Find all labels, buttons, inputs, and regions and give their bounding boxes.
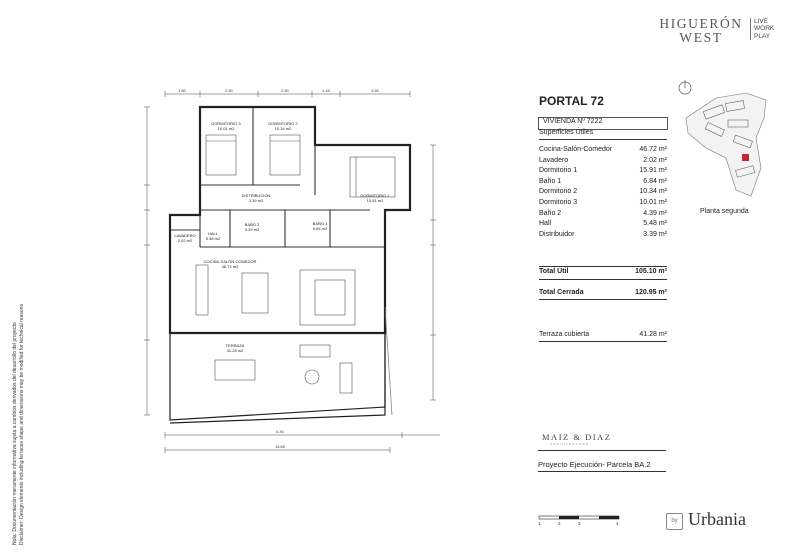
area-row [539, 231, 667, 240]
kitchen-furniture [196, 265, 355, 325]
total-util-row [539, 268, 667, 277]
tagline-live: LIVE [754, 18, 769, 25]
label-dormitorio3: DORMITORIO 3 [211, 121, 241, 126]
area-dormitorio3: 10.01 m2 [217, 126, 235, 131]
nota-text: Nota: Documentación meramente informativa sujeta a cambios derivados del desarrollo del proyecto [12, 322, 18, 545]
area-row [539, 178, 667, 187]
right-dimension-chain [430, 145, 436, 400]
superficies-label: Superficies Útiles [539, 129, 594, 136]
dim-top-0: 1.80 [178, 89, 186, 93]
terraza-value: 41.28 m² [639, 331, 667, 338]
room-name: Lavadero [539, 156, 569, 164]
architect-logo: MAIZ & DIAZ [542, 432, 612, 442]
divider [539, 139, 667, 140]
area-row [539, 157, 667, 166]
terraza-label: Terraza cubierta [539, 331, 590, 338]
terrace-outline [170, 307, 385, 423]
area-bano2: 4.39 m2 [244, 227, 260, 232]
bed-dormitorio-2 [270, 135, 300, 175]
compass-icon [679, 80, 691, 94]
brand-logo [655, 17, 775, 51]
planta-label: Planta segunda [700, 208, 749, 215]
area-row [539, 220, 667, 229]
disclaimer-text: Disclaimer: Design elements including terraces shape and dimensions may be modified for technical reasons [19, 304, 25, 545]
total-cerrada-label: Total Cerrada [539, 289, 584, 296]
dim-bottom-1: 15.65 [275, 445, 285, 449]
total-cerrada-value: 120.95 m² [635, 289, 667, 296]
brand-name-line1: HIGUERÓN [659, 16, 743, 31]
room-name: Distribuidor [539, 230, 575, 238]
room-name: Hall [539, 220, 552, 228]
label-bano2: BAÑO 2 [244, 222, 260, 227]
divider [539, 266, 667, 267]
area-row [539, 167, 667, 176]
area-distribucion: 3.39 m2 [248, 198, 264, 203]
label-dormitorio1: DORMITORIO 1 [360, 193, 390, 198]
dim-bottom-0: 6.40 [276, 430, 284, 434]
scale-3: 3 [578, 521, 581, 526]
room-name: Cocina-Salón-Comedor [539, 146, 613, 153]
label-hall: HALL [207, 231, 219, 236]
left-dimension-chain [144, 107, 150, 415]
bed-dormitorio-1 [350, 157, 395, 197]
room-area: 10.34 m² [639, 188, 667, 196]
area-hall: 5.48 m2 [205, 236, 221, 241]
terrace-edge [385, 307, 392, 415]
architect-subtitle: ARQUITECTURA [550, 442, 590, 446]
label-cocina: COCINA-SALÓN-COMEDOR [203, 259, 257, 264]
room-name: Dormitorio 1 [539, 167, 578, 175]
dimension-labels [178, 89, 378, 449]
room-area: 2.02 m² [643, 156, 667, 164]
label-dormitorio2: DORMITORIO 2 [268, 121, 298, 126]
dim-top-4: 3.50 [371, 89, 379, 93]
room-area: 10.01 m² [639, 199, 667, 206]
vivienda-number: VIVIENDA Nº 7222 [543, 118, 603, 125]
tagline-work: WORK [754, 25, 775, 33]
scale-2: 2 [558, 521, 561, 526]
divider [539, 341, 667, 342]
room-area: 3.39 m² [643, 230, 667, 238]
label-terraza: TERRAZA [225, 343, 245, 348]
area-row [539, 146, 667, 155]
area-dormitorio1: 15.91 m2 [366, 198, 384, 203]
room-name: Dormitorio 3 [539, 199, 578, 206]
divider [539, 299, 667, 300]
total-util-label: Total Útil [539, 268, 569, 275]
divider [539, 279, 667, 280]
room-name: Baño 1 [539, 177, 562, 185]
site-plan-map [676, 78, 776, 206]
bed-dormitorio-3 [206, 135, 236, 175]
scale-1: 1 [538, 521, 541, 526]
bottom-dimension-chain [165, 432, 440, 453]
area-bano1: 6.84 m2 [312, 226, 328, 231]
total-util-value: 105.10 m² [635, 268, 667, 275]
area-lavadero: 2.02 m2 [177, 238, 193, 243]
room-area: 46.72 m² [639, 146, 667, 153]
area-row [539, 210, 667, 219]
label-lavadero: LAVADERO [174, 233, 196, 238]
terraza-row [539, 331, 667, 340]
room-area: 5.48 m² [643, 220, 667, 228]
portal-title: PORTAL 72 [539, 94, 604, 108]
label-bano1: BAÑO 1 [312, 221, 328, 226]
area-row [539, 188, 667, 197]
area-cocina: 46.72 m2 [221, 264, 239, 269]
brand-name [655, 17, 747, 45]
dim-top-2: 2.80 [281, 89, 289, 93]
brand-tagline [750, 18, 774, 40]
total-cerrada-row [539, 289, 667, 298]
room-area: 4.39 m² [643, 209, 667, 217]
tagline-play: PLAY [754, 32, 771, 40]
room-area: 6.84 m² [643, 177, 667, 185]
dim-top-1: 2.80 [225, 89, 233, 93]
room-area: 15.91 m² [639, 167, 667, 175]
divider [538, 450, 666, 451]
proyecto-label: Proyecto Ejecución- Parcela BA.2 [538, 460, 651, 469]
brand-name-line2: WEST [679, 30, 723, 45]
divider [538, 471, 666, 472]
room-name: Baño 2 [539, 209, 562, 217]
room-name: Dormitorio 2 [539, 188, 578, 196]
by-badge: by [666, 513, 683, 530]
label-distribucion: DISTRIBUCION [241, 193, 271, 198]
area-terraza: 41.28 m2 [226, 348, 244, 353]
developer-logo: Urbania [688, 509, 746, 529]
scale-4: 4 [616, 521, 619, 526]
floor-plan [140, 85, 440, 460]
area-dormitorio2: 10.34 m2 [274, 126, 292, 131]
dim-top-3: 1.45 [322, 89, 330, 93]
area-row [539, 199, 667, 208]
unit-location-marker [742, 154, 749, 161]
room-labels [174, 121, 390, 353]
